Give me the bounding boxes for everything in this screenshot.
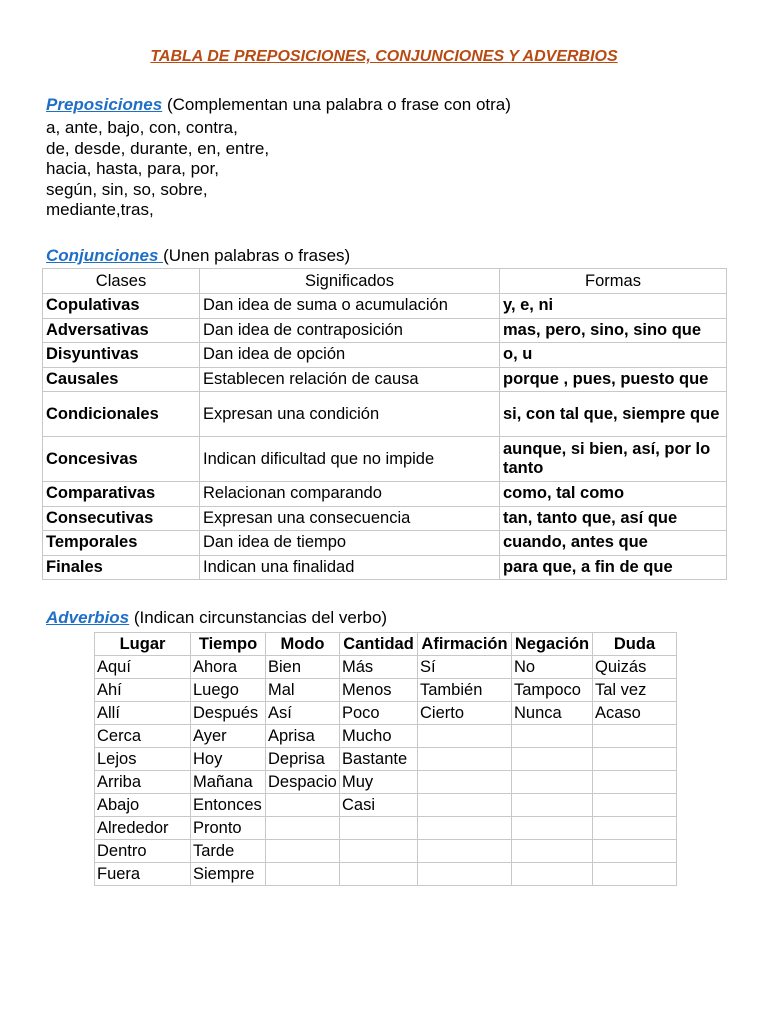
modo-cell bbox=[266, 817, 340, 840]
lugar-cell: Alrededor bbox=[95, 817, 191, 840]
preposicion-line: a, ante, bajo, con, contra, bbox=[46, 118, 238, 137]
cantidad-cell: Casi bbox=[340, 794, 418, 817]
afirmacion-cell: Sí bbox=[418, 656, 512, 679]
afirmacion-cell bbox=[418, 817, 512, 840]
clase-cell: Condicionales bbox=[43, 392, 200, 437]
formas-cell: tan, tanto que, así que bbox=[500, 506, 727, 531]
adverbios-heading bbox=[46, 607, 387, 629]
duda-cell bbox=[593, 748, 677, 771]
header-negacion: Negación bbox=[512, 633, 593, 656]
lugar-cell: Lejos bbox=[95, 748, 191, 771]
table-row bbox=[95, 771, 677, 794]
preposiciones-heading bbox=[46, 94, 511, 116]
table-row bbox=[43, 437, 727, 482]
duda-cell bbox=[593, 725, 677, 748]
cantidad-cell bbox=[340, 863, 418, 886]
table-row bbox=[43, 294, 727, 319]
modo-cell bbox=[266, 794, 340, 817]
negacion-cell bbox=[512, 725, 593, 748]
formas-cell: o, u bbox=[500, 343, 727, 368]
duda-cell bbox=[593, 840, 677, 863]
table-row bbox=[43, 555, 727, 580]
table-row bbox=[43, 343, 727, 368]
significado-cell: Indican una finalidad bbox=[200, 555, 500, 580]
cantidad-cell: Poco bbox=[340, 702, 418, 725]
cantidad-cell bbox=[340, 840, 418, 863]
significado-cell: Dan idea de contraposición bbox=[200, 318, 500, 343]
tiempo-cell: Después bbox=[191, 702, 266, 725]
table-row bbox=[43, 318, 727, 343]
modo-cell bbox=[266, 840, 340, 863]
conjunciones-title: Conjunciones bbox=[46, 246, 164, 265]
formas-cell: y, e, ni bbox=[500, 294, 727, 319]
table-row bbox=[95, 679, 677, 702]
preposicion-line: mediante,tras, bbox=[46, 200, 154, 219]
table-row bbox=[95, 794, 677, 817]
header-tiempo: Tiempo bbox=[191, 633, 266, 656]
afirmacion-cell bbox=[418, 840, 512, 863]
tiempo-cell: Ayer bbox=[191, 725, 266, 748]
page-title: TABLA DE PREPOSICIONES, CONJUNCIONES Y ADVERBIOS bbox=[150, 48, 618, 65]
formas-cell: si, con tal que, siempre que bbox=[500, 392, 727, 437]
preposicion-line: según, sin, so, sobre, bbox=[46, 179, 208, 199]
header-afirmacion: Afirmación bbox=[418, 633, 512, 656]
afirmacion-cell bbox=[418, 748, 512, 771]
cantidad-cell: Muy bbox=[340, 771, 418, 794]
significado-cell: Dan idea de opción bbox=[200, 343, 500, 368]
clase-cell: Causales bbox=[43, 367, 200, 392]
negacion-cell bbox=[512, 840, 593, 863]
conjunciones-table bbox=[42, 268, 727, 580]
negacion-cell bbox=[512, 863, 593, 886]
header-clases: Clases bbox=[43, 269, 200, 294]
adverbios-note: (Indican circunstancias del verbo) bbox=[129, 608, 388, 627]
table-row bbox=[43, 482, 727, 507]
table-row bbox=[95, 840, 677, 863]
table-row bbox=[43, 531, 727, 556]
table-header-row bbox=[95, 633, 677, 656]
cantidad-cell bbox=[340, 817, 418, 840]
conjunciones-heading bbox=[46, 245, 350, 267]
table-row bbox=[95, 817, 677, 840]
duda-cell: Quizás bbox=[593, 656, 677, 679]
duda-cell: Acaso bbox=[593, 702, 677, 725]
tiempo-cell: Pronto bbox=[191, 817, 266, 840]
formas-cell: porque , pues, puesto que bbox=[500, 367, 727, 392]
conjunciones-note: (Unen palabras o frases) bbox=[163, 246, 351, 265]
header-lugar: Lugar bbox=[95, 633, 191, 656]
afirmacion-cell: Cierto bbox=[418, 702, 512, 725]
significado-cell: Expresan una consecuencia bbox=[200, 506, 500, 531]
tiempo-cell: Luego bbox=[191, 679, 266, 702]
negacion-cell bbox=[512, 794, 593, 817]
header-duda: Duda bbox=[593, 633, 677, 656]
lugar-cell: Aquí bbox=[95, 656, 191, 679]
header-modo: Modo bbox=[266, 633, 340, 656]
modo-cell: Aprisa bbox=[266, 725, 340, 748]
duda-cell bbox=[593, 794, 677, 817]
clase-cell: Temporales bbox=[43, 531, 200, 556]
cantidad-cell: Mucho bbox=[340, 725, 418, 748]
table-row bbox=[95, 725, 677, 748]
adverbios-title: Adverbios bbox=[46, 608, 130, 627]
preposicion-line: hacia, hasta, para, por, bbox=[46, 159, 219, 178]
adverbios-table bbox=[94, 632, 677, 886]
clase-cell: Finales bbox=[43, 555, 200, 580]
significado-cell: Expresan una condición bbox=[200, 392, 500, 437]
table-row bbox=[95, 863, 677, 886]
significado-cell: Indican dificultad que no impide bbox=[200, 437, 500, 482]
duda-cell bbox=[593, 817, 677, 840]
cantidad-cell: Bastante bbox=[340, 748, 418, 771]
clase-cell: Comparativas bbox=[43, 482, 200, 507]
lugar-cell: Abajo bbox=[95, 794, 191, 817]
significado-cell: Dan idea de tiempo bbox=[200, 531, 500, 556]
table-row bbox=[95, 656, 677, 679]
preposiciones-note: (Complementan una palabra o frase con otra) bbox=[162, 95, 511, 114]
preposiciones-title: Preposiciones bbox=[46, 95, 163, 114]
tiempo-cell: Ahora bbox=[191, 656, 266, 679]
lugar-cell: Fuera bbox=[95, 863, 191, 886]
afirmacion-cell bbox=[418, 794, 512, 817]
header-formas: Formas bbox=[500, 269, 727, 294]
negacion-cell bbox=[512, 771, 593, 794]
modo-cell: Mal bbox=[266, 679, 340, 702]
header-cantidad: Cantidad bbox=[340, 633, 418, 656]
negacion-cell: Tampoco bbox=[512, 679, 593, 702]
lugar-cell: Dentro bbox=[95, 840, 191, 863]
modo-cell: Deprisa bbox=[266, 748, 340, 771]
preposiciones-list bbox=[46, 118, 269, 221]
negacion-cell bbox=[512, 817, 593, 840]
modo-cell: Bien bbox=[266, 656, 340, 679]
modo-cell: Despacio bbox=[266, 771, 340, 794]
table-row bbox=[43, 392, 727, 437]
formas-cell: para que, a fin de que bbox=[500, 555, 727, 580]
afirmacion-cell bbox=[418, 863, 512, 886]
table-row bbox=[95, 702, 677, 725]
lugar-cell: Cerca bbox=[95, 725, 191, 748]
clase-cell: Consecutivas bbox=[43, 506, 200, 531]
cantidad-cell: Más bbox=[340, 656, 418, 679]
clase-cell: Adversativas bbox=[43, 318, 200, 343]
significado-cell: Establecen relación de causa bbox=[200, 367, 500, 392]
afirmacion-cell bbox=[418, 725, 512, 748]
duda-cell bbox=[593, 771, 677, 794]
preposicion-line: de, desde, durante, en, entre, bbox=[46, 138, 270, 158]
negacion-cell bbox=[512, 748, 593, 771]
formas-cell: mas, pero, sino, sino que bbox=[500, 318, 727, 343]
lugar-cell: Ahí bbox=[95, 679, 191, 702]
table-header-row bbox=[43, 269, 727, 294]
clase-cell: Concesivas bbox=[43, 437, 200, 482]
afirmacion-cell: También bbox=[418, 679, 512, 702]
clase-cell: Copulativas bbox=[43, 294, 200, 319]
modo-cell bbox=[266, 863, 340, 886]
negacion-cell: No bbox=[512, 656, 593, 679]
duda-cell bbox=[593, 863, 677, 886]
significado-cell: Relacionan comparando bbox=[200, 482, 500, 507]
negacion-cell: Nunca bbox=[512, 702, 593, 725]
duda-cell: Tal vez bbox=[593, 679, 677, 702]
table-row bbox=[43, 506, 727, 531]
lugar-cell: Allí bbox=[95, 702, 191, 725]
modo-cell: Así bbox=[266, 702, 340, 725]
formas-cell: como, tal como bbox=[500, 482, 727, 507]
tiempo-cell: Hoy bbox=[191, 748, 266, 771]
header-significados: Significados bbox=[200, 269, 500, 294]
clase-cell: Disyuntivas bbox=[43, 343, 200, 368]
significado-cell: Dan idea de suma o acumulación bbox=[200, 294, 500, 319]
tiempo-cell: Entonces bbox=[191, 794, 266, 817]
tiempo-cell: Siempre bbox=[191, 863, 266, 886]
tiempo-cell: Tarde bbox=[191, 840, 266, 863]
afirmacion-cell bbox=[418, 771, 512, 794]
cantidad-cell: Menos bbox=[340, 679, 418, 702]
formas-cell: aunque, si bien, así, por lo tanto bbox=[500, 437, 727, 482]
lugar-cell: Arriba bbox=[95, 771, 191, 794]
formas-cell: cuando, antes que bbox=[500, 531, 727, 556]
table-row bbox=[43, 367, 727, 392]
table-row bbox=[95, 748, 677, 771]
tiempo-cell: Mañana bbox=[191, 771, 266, 794]
